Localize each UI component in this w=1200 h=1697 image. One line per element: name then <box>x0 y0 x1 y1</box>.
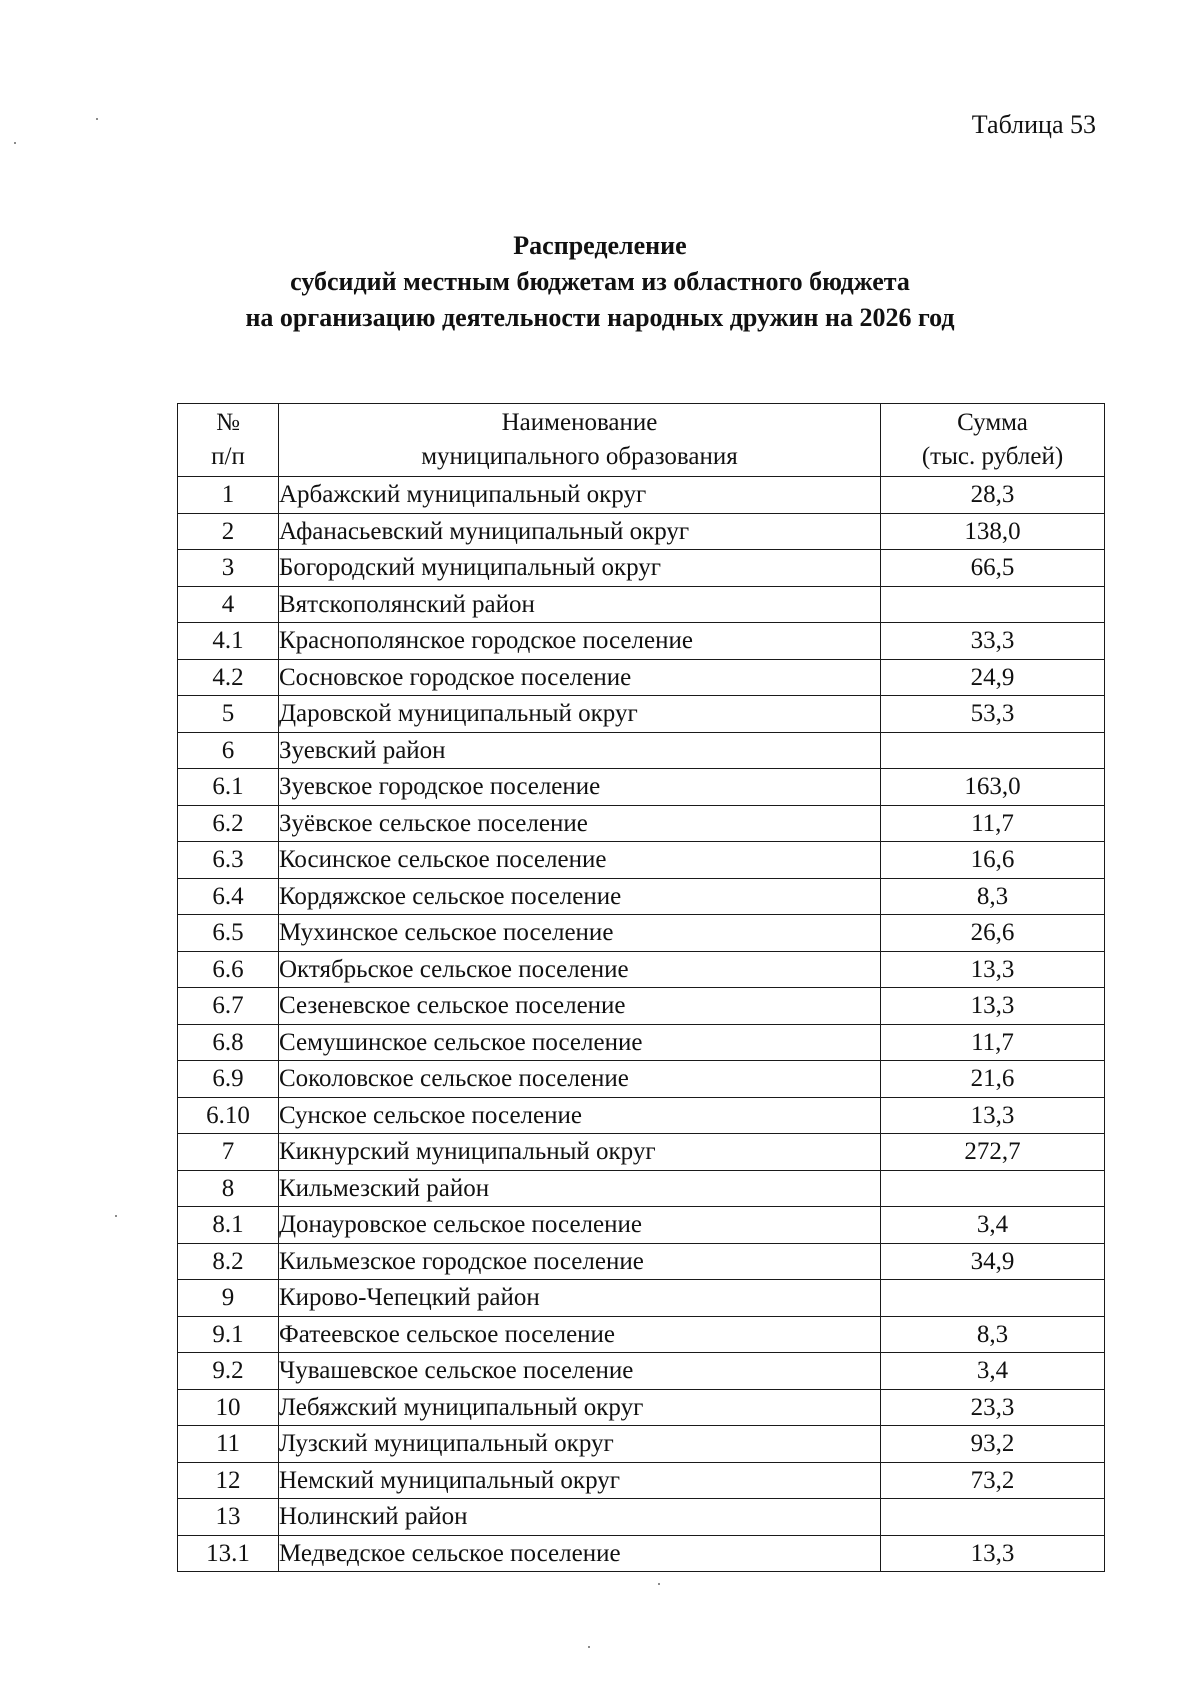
subsidy-amount: 73,2 <box>881 1462 1105 1499</box>
table-row <box>178 1316 1105 1353</box>
table-body <box>178 477 1105 1572</box>
subsidy-amount: 13,3 <box>881 1097 1105 1134</box>
table-row <box>178 1097 1105 1134</box>
table-row <box>178 805 1105 842</box>
municipality-name: Кордяжское сельское поселение <box>279 878 881 915</box>
table-row <box>178 513 1105 550</box>
subsidy-amount: 3,4 <box>881 1353 1105 1390</box>
table-row <box>178 1134 1105 1171</box>
table-row <box>178 477 1105 514</box>
row-number: 11 <box>178 1426 279 1463</box>
municipality-name: Кикнурский муниципальный округ <box>279 1134 881 1171</box>
row-number: 5 <box>178 696 279 733</box>
municipality-name: Сезеневское сельское поселение <box>279 988 881 1025</box>
row-number: 13 <box>178 1499 279 1536</box>
title-line-2: субсидий местным бюджетам из областного бюджета <box>290 267 910 296</box>
municipality-name: Донауровское сельское поселение <box>279 1207 881 1244</box>
table-row <box>178 1170 1105 1207</box>
table-row <box>178 623 1105 660</box>
title-line-1: Распределение <box>513 231 687 260</box>
table-row <box>178 696 1105 733</box>
row-number: 9.2 <box>178 1353 279 1390</box>
table-row <box>178 732 1105 769</box>
row-number: 4.2 <box>178 659 279 696</box>
header-amount <box>881 404 1105 477</box>
row-number: 6.5 <box>178 915 279 952</box>
scan-speck <box>96 118 98 120</box>
row-number: 6.8 <box>178 1024 279 1061</box>
scan-speck <box>588 1646 590 1648</box>
table-row <box>178 586 1105 623</box>
subsidy-amount: 33,3 <box>881 623 1105 660</box>
subsidy-amount: 53,3 <box>881 696 1105 733</box>
row-number: 6.3 <box>178 842 279 879</box>
table-header-row <box>178 404 1105 477</box>
table-row <box>178 1280 1105 1317</box>
table-row <box>178 988 1105 1025</box>
row-number: 10 <box>178 1389 279 1426</box>
table-row <box>178 951 1105 988</box>
subsidy-amount: 8,3 <box>881 878 1105 915</box>
header-name-line-1: Наименование <box>501 409 658 436</box>
municipality-name: Арбажский муниципальный округ <box>279 477 881 514</box>
row-number: 3 <box>178 550 279 587</box>
municipality-name: Чувашевское сельское поселение <box>279 1353 881 1390</box>
subsidy-amount: 13,3 <box>881 1535 1105 1572</box>
row-number: 6.10 <box>178 1097 279 1134</box>
row-number: 1 <box>178 477 279 514</box>
municipality-name: Зуевский район <box>279 732 881 769</box>
subsidy-amount: 11,7 <box>881 805 1105 842</box>
row-number: 6.7 <box>178 988 279 1025</box>
table-row <box>178 769 1105 806</box>
header-amount-line-1: Сумма <box>957 409 1028 436</box>
scan-speck <box>658 1583 660 1585</box>
subsidy-amount: 13,3 <box>881 988 1105 1025</box>
subsidy-amount: 11,7 <box>881 1024 1105 1061</box>
subsidy-amount: 3,4 <box>881 1207 1105 1244</box>
scan-speck <box>115 1215 117 1217</box>
row-number: 7 <box>178 1134 279 1171</box>
municipality-name: Кильмезское городское поселение <box>279 1243 881 1280</box>
row-number: 13.1 <box>178 1535 279 1572</box>
municipality-name: Фатеевское сельское поселение <box>279 1316 881 1353</box>
table-row <box>178 915 1105 952</box>
table-row <box>178 878 1105 915</box>
header-name-line-2: муниципального образования <box>421 443 738 470</box>
header-number-line-2: п/п <box>211 443 245 470</box>
municipality-name: Косинское сельское поселение <box>279 842 881 879</box>
municipality-name: Зуевское городское поселение <box>279 769 881 806</box>
row-number: 8.1 <box>178 1207 279 1244</box>
subsidy-amount <box>881 732 1105 769</box>
municipality-name: Краснополянское городское поселение <box>279 623 881 660</box>
row-number: 4 <box>178 586 279 623</box>
subsidy-amount <box>881 586 1105 623</box>
subsidy-amount: 138,0 <box>881 513 1105 550</box>
header-municipality-name <box>279 404 881 477</box>
row-number: 9 <box>178 1280 279 1317</box>
subsidy-amount: 28,3 <box>881 477 1105 514</box>
subsidy-amount: 34,9 <box>881 1243 1105 1280</box>
municipality-name: Немский муниципальный округ <box>279 1462 881 1499</box>
row-number: 8.2 <box>178 1243 279 1280</box>
municipality-name: Лузский муниципальный округ <box>279 1426 881 1463</box>
municipality-name: Нолинский район <box>279 1499 881 1536</box>
row-number: 2 <box>178 513 279 550</box>
municipality-name: Зуёвское сельское поселение <box>279 805 881 842</box>
row-number: 6.6 <box>178 951 279 988</box>
municipality-name: Афанасьевский муниципальный округ <box>279 513 881 550</box>
municipality-name: Богородский муниципальный округ <box>279 550 881 587</box>
table-row <box>178 1389 1105 1426</box>
row-number: 6 <box>178 732 279 769</box>
municipality-name: Лебяжский муниципальный округ <box>279 1389 881 1426</box>
table-row <box>178 1462 1105 1499</box>
subsidy-amount: 163,0 <box>881 769 1105 806</box>
municipality-name: Кирово-Чепецкий район <box>279 1280 881 1317</box>
table-row <box>178 1499 1105 1536</box>
municipality-name: Мухинское сельское поселение <box>279 915 881 952</box>
row-number: 6.9 <box>178 1061 279 1098</box>
title-line-3: на организацию деятельности народных дружин на 2026 год <box>245 303 955 332</box>
row-number: 6.4 <box>178 878 279 915</box>
table-row <box>178 1243 1105 1280</box>
table-row <box>178 659 1105 696</box>
subsidy-amount: 16,6 <box>881 842 1105 879</box>
subsidy-amount: 26,6 <box>881 915 1105 952</box>
row-number: 12 <box>178 1462 279 1499</box>
subsidy-amount <box>881 1280 1105 1317</box>
municipality-name: Сосновское городское поселение <box>279 659 881 696</box>
table-row <box>178 1024 1105 1061</box>
table-row <box>178 1061 1105 1098</box>
municipality-name: Даровской муниципальный округ <box>279 696 881 733</box>
subsidy-amount: 24,9 <box>881 659 1105 696</box>
table-number-label: Таблица 53 <box>971 110 1096 139</box>
subsidy-distribution-table <box>177 403 1105 1572</box>
table-row <box>178 1353 1105 1390</box>
header-number <box>178 404 279 477</box>
municipality-name: Сунское сельское поселение <box>279 1097 881 1134</box>
subsidy-amount <box>881 1499 1105 1536</box>
table-row <box>178 1535 1105 1572</box>
header-amount-line-2: (тыс. рублей) <box>921 443 1064 470</box>
subsidy-amount: 23,3 <box>881 1389 1105 1426</box>
row-number: 6.1 <box>178 769 279 806</box>
subsidy-amount: 13,3 <box>881 951 1105 988</box>
municipality-name: Семушинское сельское поселение <box>279 1024 881 1061</box>
scan-speck <box>14 142 16 144</box>
subsidy-amount: 93,2 <box>881 1426 1105 1463</box>
subsidy-amount <box>881 1170 1105 1207</box>
municipality-name: Медведское сельское поселение <box>279 1535 881 1572</box>
document-title <box>0 228 1200 336</box>
table-row <box>178 550 1105 587</box>
municipality-name: Вятскополянский район <box>279 586 881 623</box>
header-number-line-1: № <box>216 409 240 436</box>
row-number: 8 <box>178 1170 279 1207</box>
subsidy-amount: 66,5 <box>881 550 1105 587</box>
row-number: 9.1 <box>178 1316 279 1353</box>
row-number: 6.2 <box>178 805 279 842</box>
subsidy-amount: 21,6 <box>881 1061 1105 1098</box>
municipality-name: Кильмезский район <box>279 1170 881 1207</box>
municipality-name: Октябрьское сельское поселение <box>279 951 881 988</box>
table-row <box>178 1426 1105 1463</box>
subsidy-amount: 8,3 <box>881 1316 1105 1353</box>
table-row <box>178 1207 1105 1244</box>
table-row <box>178 842 1105 879</box>
row-number: 4.1 <box>178 623 279 660</box>
subsidy-amount: 272,7 <box>881 1134 1105 1171</box>
municipality-name: Соколовское сельское поселение <box>279 1061 881 1098</box>
